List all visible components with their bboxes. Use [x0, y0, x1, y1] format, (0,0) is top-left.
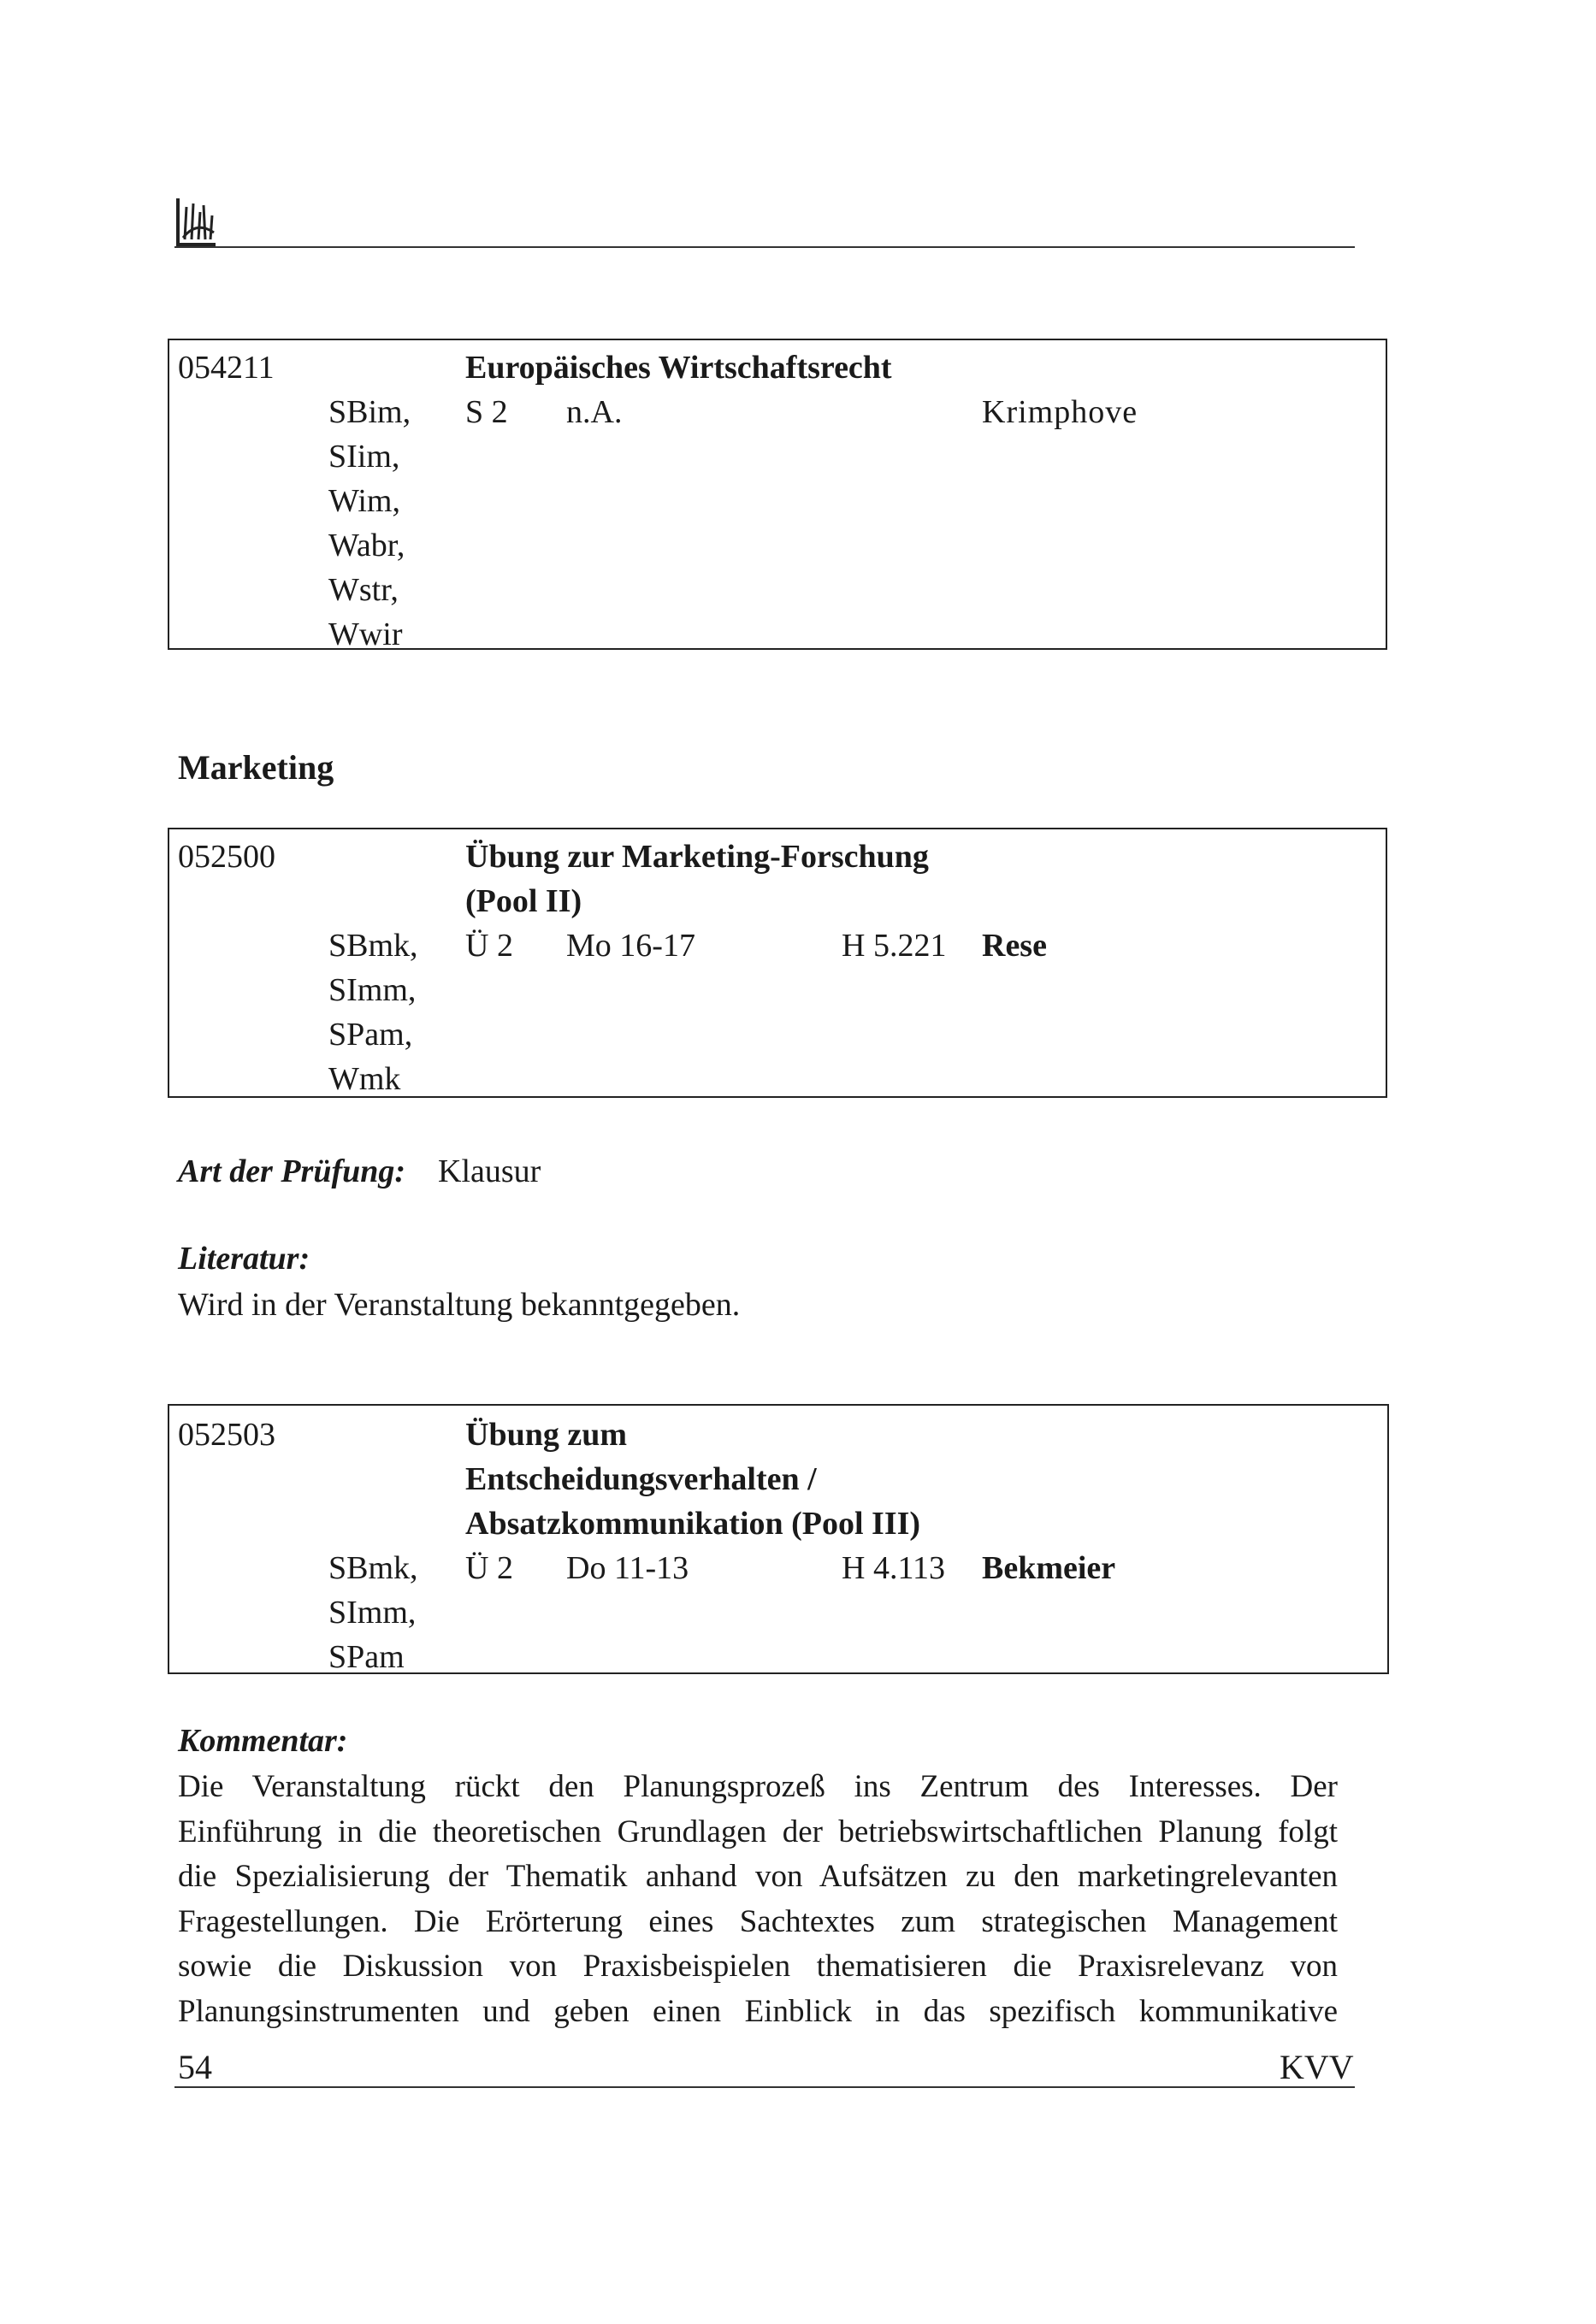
kommentar-line: Einführung in die theoretischen Grundlagen der betriebswirtschaftlichen Planung folgt [178, 1814, 1338, 1849]
course-type: S 2 [465, 394, 508, 430]
course-room: H 4.113 [842, 1550, 946, 1586]
course-title: Übung zur Marketing-Forschung [465, 839, 929, 875]
section-heading: Marketing [178, 748, 334, 787]
course-type: Ü 2 [465, 1550, 513, 1586]
pruefung-label: Art der Prüfung: [178, 1153, 406, 1189]
pruefung-value: Klausur [438, 1153, 541, 1189]
course-title: Entscheidungsverhalten / [465, 1461, 817, 1497]
kommentar-label: Kommentar: [178, 1723, 348, 1759]
course-room: H 5.221 [842, 928, 947, 964]
course-title: Übung zum [465, 1417, 627, 1453]
course-time: Do 11-13 [566, 1550, 689, 1586]
program-code: SImm, [328, 972, 417, 1008]
course-lecturer: Krimphove [982, 394, 1138, 430]
program-code: Wmk [328, 1061, 401, 1097]
course-number: 054211 [178, 350, 275, 386]
course-title: Absatzkommunikation (Pool III) [465, 1506, 921, 1542]
program-code: Wwir [328, 616, 403, 652]
university-logo-icon [174, 195, 219, 248]
header-rule [174, 246, 1355, 248]
literatur-text: Wird in der Veranstaltung bekanntgegeben. [178, 1287, 741, 1323]
program-code: SIim, [328, 439, 400, 475]
literatur-label: Literatur: [178, 1241, 310, 1277]
program-code: SPam, [328, 1017, 413, 1053]
program-code: Wstr, [328, 572, 399, 608]
course-time: Mo 16-17 [566, 928, 695, 964]
course-programs [328, 923, 418, 1101]
program-code: SBmk, [328, 1550, 418, 1586]
course-programs [328, 1546, 418, 1679]
course-number: 052500 [178, 839, 275, 875]
program-code: SBmk, [328, 928, 418, 964]
course-type: Ü 2 [465, 928, 513, 964]
page-number: 54 [178, 2048, 212, 2086]
course-programs [328, 390, 411, 657]
course-time: n.A. [566, 394, 623, 430]
program-code: SImm, [328, 1595, 417, 1631]
program-code: Wabr, [328, 528, 405, 563]
footer-label: KVV [1280, 2048, 1354, 2086]
course-number: 052503 [178, 1417, 275, 1453]
kommentar-text [178, 1765, 1338, 2034]
kommentar-line: Die Veranstaltung rückt den Planungsprozeß ins Zentrum des Interesses. Der [178, 1769, 1338, 1804]
footer-rule [174, 2086, 1355, 2088]
kommentar-line: die Spezialisierung der Thematik anhand von Aufsätzen zu den marketingrelevanten [178, 1859, 1338, 1894]
kommentar-line: Planungsinstrumenten und geben einen Einblick in das spezifisch kommunikative [178, 1993, 1338, 2029]
program-code: SBim, [328, 394, 411, 430]
kommentar-line: sowie die Diskussion von Praxisbeispielen thematisieren die Praxisrelevanz von [178, 1949, 1338, 1984]
course-title: Europäisches Wirtschaftsrecht [465, 350, 892, 386]
course-title: (Pool II) [465, 883, 582, 919]
course-lecturer: Bekmeier [982, 1550, 1116, 1586]
kommentar-line: Fragestellungen. Die Erörterung eines Sachtextes zum strategischen Management [178, 1903, 1338, 1939]
program-code: Wim, [328, 483, 400, 519]
program-code: SPam [328, 1639, 405, 1675]
course-lecturer: Rese [982, 928, 1047, 964]
